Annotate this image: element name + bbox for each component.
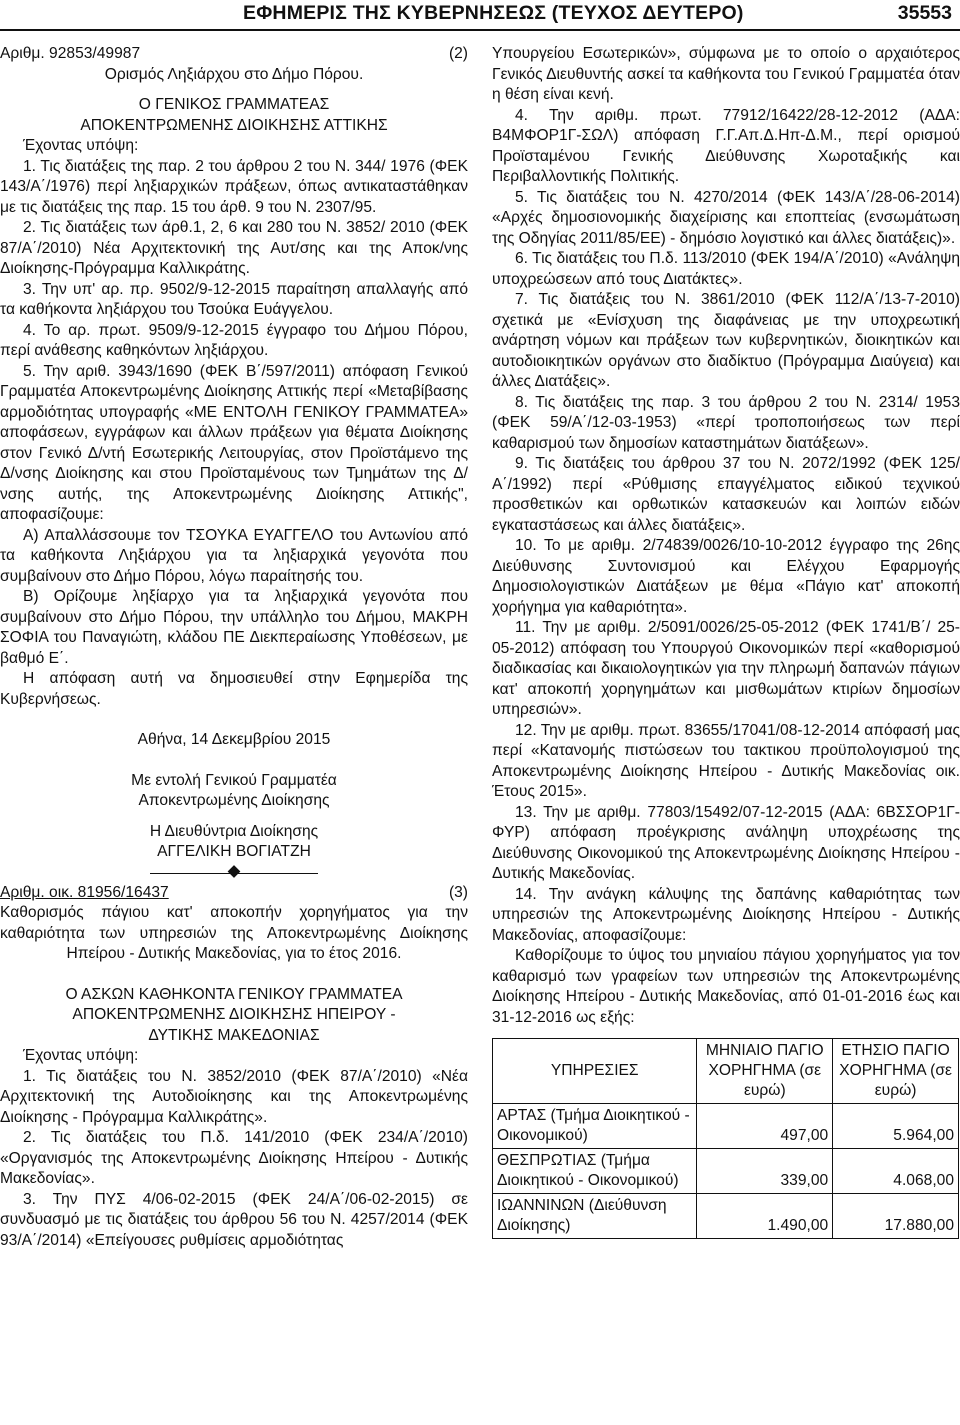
monthly-cell: 497,00: [697, 1104, 833, 1149]
monthly-cell: 339,00: [697, 1149, 833, 1194]
consideration-paragraph: 13. Την με αριθμ. 77803/15492/07-12-2015 (ΑΔΑ: 6ΒΣΣΟΡ1Γ-ΦΥΡ) απόφαση προέγκρισης ανάληψη υποχρέωσης της Διεύθυνσης Οικονομικού της Αποκεντρωμένης Διοίκησης Ηπείρου - Δυτικής Μακεδονίας.: [492, 803, 960, 882]
decision-2-paragraph: 5. Την αριθ. 3943/1690 (ΦΕΚ Β΄/597/2011) απόφαση Γενικού Γραμματέα Αποκεντρωμένης Διοίκησης Αττικής περί «Μεταβίβασης αρμοδιότητας υπογραφής «ΜΕ ΕΝΤΟΛΗ ΓΕΝΙΚΟΥ ΓΡΑΜΜΑΤΕΑ» αποφάσεων, εγγράφων και άλλων πράξεων για θέματα Διοίκησης στον Γενικό Δ/ντή Εσωτερικής Λειτουργίας, στον Προϊστάμενο της Δ/νσης Διοίκησης και στου Προϊσταμένους των Τμημάτων της Δ/νσης αυτής, της Αποκεντρωμένης Διοίκησης Αττικής", αποφασίζουμε:: [0, 362, 468, 523]
decision-3-paragraph: 3. Την ΠΥΣ 4/06-02-2015 (ΦΕΚ 24/Α΄/06-02-2015) σε συνδυασμό με τις διατάξεις του άρθρου 56 του Ν. 4257/2014 (ΦΕΚ 93/Α΄/2014) «Επείγουσες ρυθμίσεις αρμοδιότητας: [0, 1190, 468, 1249]
decision-3-reference: Αριθμ. οικ. 81956/16437: [0, 883, 169, 901]
page-number: 35553: [897, 2, 952, 24]
consideration-paragraph: 4. Την αριθμ. πρωτ. 77912/16422/28-12-2012 (ΑΔΑ: Β4ΜΦΟΡ1Γ-ΣΩΛ) απόφαση Γ.Γ.Απ.Δ.Ηπ-Δ.Μ., περί ορισμού Προϊσταμένου Γενικής Διεύθυνσης Χωροταξικής και Περιβαλλοντικής Πολιτικής.: [492, 106, 960, 185]
decision-2-heading: [0, 44, 468, 65]
service-cell: ΑΡΤΑΣ (Τμήμα Διοικητικού - Οικονομικού): [493, 1104, 697, 1149]
table-row: [493, 1104, 959, 1149]
signature-name: ΑΓΓΕΛΙΚΗ ΒΟΓΙΑΤΖΗ: [157, 843, 311, 860]
decision-3-authority-line3: ΔΥΤΙΚΗΣ ΜΑΚΕΔΟΝΙΑΣ: [148, 1026, 320, 1044]
decision-2-reference: Αριθμ. 92853/49987: [0, 45, 141, 62]
consideration-paragraph: 5. Τις διατάξεις του Ν. 4270/2014 (ΦΕΚ 143/Α΄/28-06-2014) «Αρχές δημοσιονομικής διαχείρισης και εποπτείας (ενσωμάτωση της Οδηγίας 2011/85/ΕΕ) - δημόσιο λογιστικό και άλλες διατάξεις)».: [492, 188, 960, 247]
decision-3-number: (3): [448, 883, 468, 901]
decision-2-number: (2): [448, 45, 468, 62]
decision-2-paragraph: 4. Το αρ. πρωτ. 9509/9-12-2015 έγγραφο του Δήμου Πόρου, περί ανάθεσης καθηκόντων ληξιάρχου.: [0, 321, 468, 359]
decision-2-publication: Η απόφαση αυτή να δημοσιευθεί στην Εφημερίδα της Κυβερνήσεως.: [0, 670, 468, 708]
decision-3-paragraph: 1. Τις διατάξεις του Ν. 3852/2010 (ΦΕΚ 87/Α΄/2010) «Νέα Αρχιτεκτονική της Αυτοδιοίκησης και της Αποκεντρωμένης Διοίκησης - Πρόγραμμα Καλλικράτης».: [0, 1067, 468, 1126]
left-column: [0, 44, 468, 1251]
right-column: [492, 44, 960, 1239]
decision-2-clause-b: Β) Ορίζουμε ληξίαρχο για τα ληξιαρχικά γεγονότα που συμβαίνουν στο Δήμο Πόρου, την υπάλληλο του Δήμου, ΜΑΚΡΗ ΣΟΦΙΑ του Παναγιώτη, κλάδου ΠΕ Διεκπεραίωσης Υποθέσεων, με βαθμό Ε΄.: [0, 588, 468, 667]
decision-3-considering: Έχοντας υπόψη:: [23, 1047, 139, 1064]
table-row: [493, 1149, 959, 1194]
signature-place-date: Αθήνα, 14 Δεκεμβρίου 2015: [137, 731, 331, 748]
consideration-paragraph: 11. Την με αριθμ. 2/5091/0026/25-05-2012 (ΦΕΚ 1741/Β΄/ 25-05-2012) απόφαση του Υπουργού Οικονομικών περί «καθορισμού διαδικασίας και δικαιολογητικών για την πληρωμή δαπανών πάγιων κατ' αποκοπή χορηγημάτων και μισθωμάτων κτιρίων δημοσίων υπηρεσιών».: [492, 619, 960, 718]
diamond-icon: [228, 865, 241, 878]
signature-role: Η Διευθύντρια Διοίκησης: [149, 822, 319, 840]
decision-2-paragraph: 1. Τις διατάξεις της παρ. 2 του άρθρου 2 του Ν. 344/ 1976 (ΦΕΚ 143/Α΄/1976) περί ληξιαρχικών πράξεων, όπως αντικαταστάθηκαν με τις διατάξεις της παρ. 15 του άρθ. 9 του Ν. 2307/95.: [0, 157, 468, 216]
decision-2-paragraph: 2. Τις διατάξεις των άρθ.1, 2, 6 και 280 του Ν. 3852/ 2010 (ΦΕΚ 87/Α΄/2010) Νέα Αρχιτεκτονική της Αυτ/σης και της Αποκ/νης Διοίκησης-Πρόγραμμα Καλλικράτης.: [0, 219, 468, 277]
column-header-services: ΥΠΗΡΕΣΙΕΣ: [493, 1039, 697, 1104]
decision-2-considering: Έχοντας υπόψη:: [23, 137, 139, 154]
column-header-monthly: ΜΗΝΙΑΙΟ ΠΑΓΙΟ ΧΟΡΗΓΗΜΑ (σε ευρώ): [697, 1039, 833, 1104]
page-header: [0, 0, 960, 30]
service-cell: ΙΩΑΝΝΙΝΩΝ (Διεύθυνση Διοίκησης): [493, 1194, 697, 1239]
decision-paragraph: Καθορίζουμε το ύψος του μηνιαίου πάγιου χορηγήματος για τον καθαρισμό των γραφείων των υπηρεσιών της Αποκεντρωμένης Διοίκησης Ηπείρου - Δυτικής Μακεδονίας, από 01-01-2016 έως και 31-12-2016 ως εξής:: [492, 947, 960, 1026]
header-rule: [0, 29, 960, 31]
consideration-paragraph: 7. Τις διατάξεις του Ν. 3861/2010 (ΦΕΚ 112/Α΄/13-7-2010) σχετικά με «Ενίσχυση της διαφάνειας με την υποχρεωτική ανάρτηση νόμων και πράξεων των κυβερνητικών, διοικητικών και αυτοδιοικητικών οργάνων στο διαδίκτυο (Πρόγραμμα Διαύγεια) και άλλες Διατάξεις».: [492, 291, 960, 390]
table-header-row: [493, 1039, 959, 1104]
monthly-cell: 1.490,00: [697, 1194, 833, 1239]
consideration-paragraph: 10. Το με αριθμ. 2/74839/0026/10-10-2012 έγγραφο της 26ης Διεύθυνσης Συντονισμού και Ελέγχου Εφαρμογής Δημοσιολογιστικών Διατάξεων με θέμα «Πάγιο κατ' αποκοπή χορήγημα για καθαριότητα».: [492, 537, 960, 616]
signature-order-line2: Αποκεντρωμένης Διοίκησης: [138, 792, 330, 809]
decision-2-authority: Ο ΓΕΝΙΚΟΣ ΓΡΑΜΜΑΤΕΑΣ: [138, 96, 330, 113]
decision-3-subject: Καθορισμός πάγιου κατ' αποκοπήν χορηγήματος για την καθαριότητα των υπηρεσιών της Αποκεντρωμένης Διοίκησης Ηπείρου - Δυτικής Μακεδονίας, για το έτος 2016.: [0, 904, 468, 962]
decision-3-authority: Ο ΑΣΚΩΝ ΚΑΘΗΚΟΝΤΑ ΓΕΝΙΚΟΥ ΓΡΑΜΜΑΤΕΑ: [65, 985, 403, 1003]
annual-cell: 17.880,00: [833, 1194, 959, 1239]
separator-ornament: [0, 863, 468, 883]
table-row: [493, 1194, 959, 1239]
signature-order: Με εντολή Γενικού Γραμματέα: [131, 771, 337, 789]
cleaning-grant-table: [492, 1038, 959, 1239]
gazette-title: ΕΦΗΜΕΡΙΣ ΤΗΣ ΚΥΒΕΡΝΗΣΕΩΣ (ΤΕΥΧΟΣ ΔΕΥΤΕΡΟ): [243, 2, 744, 24]
column-header-annual: ΕΤΗΣΙΟ ΠΑΓΙΟ ΧΟΡΗΓΗΜΑ (σε ευρώ): [833, 1039, 959, 1104]
service-cell: ΘΕΣΠΡΩΤΙΑΣ (Τμήμα Διοικητικού - Οικονομικού): [493, 1149, 697, 1194]
annual-cell: 5.964,00: [833, 1104, 959, 1149]
decision-2-authority-line2: ΑΠΟΚΕΝΤΡΩΜΕΝΗΣ ΔΙΟΙΚΗΣΗΣ ΑΤΤΙΚΗΣ: [80, 116, 388, 134]
annual-cell: 4.068,00: [833, 1149, 959, 1194]
decision-2-subject: Ορισμός Ληξιάρχου στο Δήμο Πόρου.: [104, 65, 364, 83]
decision-2-paragraph: 3. Την υπ' αρ. πρ. 9502/9-12-2015 παραίτηση απαλλαγής από τα καθήκοντα ληξιάρχου του Τσούκα Ευάγγελου.: [0, 280, 468, 318]
consideration-paragraph: 8. Τις διατάξεις της παρ. 3 του άρθρου 2 του Ν. 2314/ 1953 (ΦΕΚ 59/Α΄/12-03-1953) «περί τροποποιήσεως των περί καθαρισμού των δημοσίων καταστημάτων διατάξεων».: [492, 393, 960, 452]
consideration-paragraph: 9. Τις διατάξεις του άρθρου 37 του Ν. 2072/1992 (ΦΕΚ 125/Α΄/1992) περί «Ρύθμισης επαγγέλματος ειδικού τεχνικού προσθετικών και ορθωτικών κατασκευών και λοιπών ειδών εγκαταστάσεως και άλλες διατάξεις».: [492, 455, 960, 534]
consideration-paragraph: 6. Τις διατάξεις του Π.δ. 113/2010 (ΦΕΚ 194/Α΄/2010) «Ανάληψη υποχρεώσεων από τους Διατάκτες».: [492, 250, 960, 288]
decision-3-heading: [0, 883, 468, 904]
decision-2-clause-a: Α) Απαλλάσσουμε τον ΤΣΟΥΚΑ ΕΥΑΓΓΕΛΟ του Αντωνίου από τα καθήκοντα Ληξιάρχου για τα ληξιαρχικά γεγονότα που συμβαίνουν στο Δήμο Πόρου, λόγω παραίτησής του.: [0, 526, 468, 585]
paragraph-continued: Υπουργείου Εσωτερικών», σύμφωνα με το οποίο ο αρχαιότερος Γενικός Διευθυντής ασκεί τα καθήκοντα του Γενικού Γραμματέα όταν η θέση είναι κενή.: [492, 45, 960, 103]
decision-3-authority-line2: ΑΠΟΚΕΝΤΡΩΜΕΝΗΣ ΔΙΟΙΚΗΣΗΣ ΗΠΕΙΡΟΥ -: [72, 1006, 396, 1023]
decision-3-paragraph: 2. Τις διατάξεις του Π.δ. 141/2010 (ΦΕΚ 234/Α΄/2010) «Οργανισμός της Αποκεντρωμένης Διοίκησης Ηπείρου - Δυτικής Μακεδονίας».: [0, 1129, 468, 1187]
consideration-paragraph: 12. Την με αριθμ. πρωτ. 83655/17041/08-12-2014 απόφασή μας περί «Κατανομής πιστώσεων του τακτικου προϋπολογισμού της Αποκεντρωμένης Διοίκησης Ηπείρου - Δυτικής Μακεδονίας οικ. Έτους 2015».: [492, 721, 960, 800]
consideration-paragraph: 14. Την ανάγκη κάλυψης της δαπάνης καθαριότητας των υπηρεσιών της Αποκεντρωμένης Διοίκησης Ηπείρου - Δυτικής Μακεδονίας, αποφασίζουμε:: [492, 885, 960, 944]
